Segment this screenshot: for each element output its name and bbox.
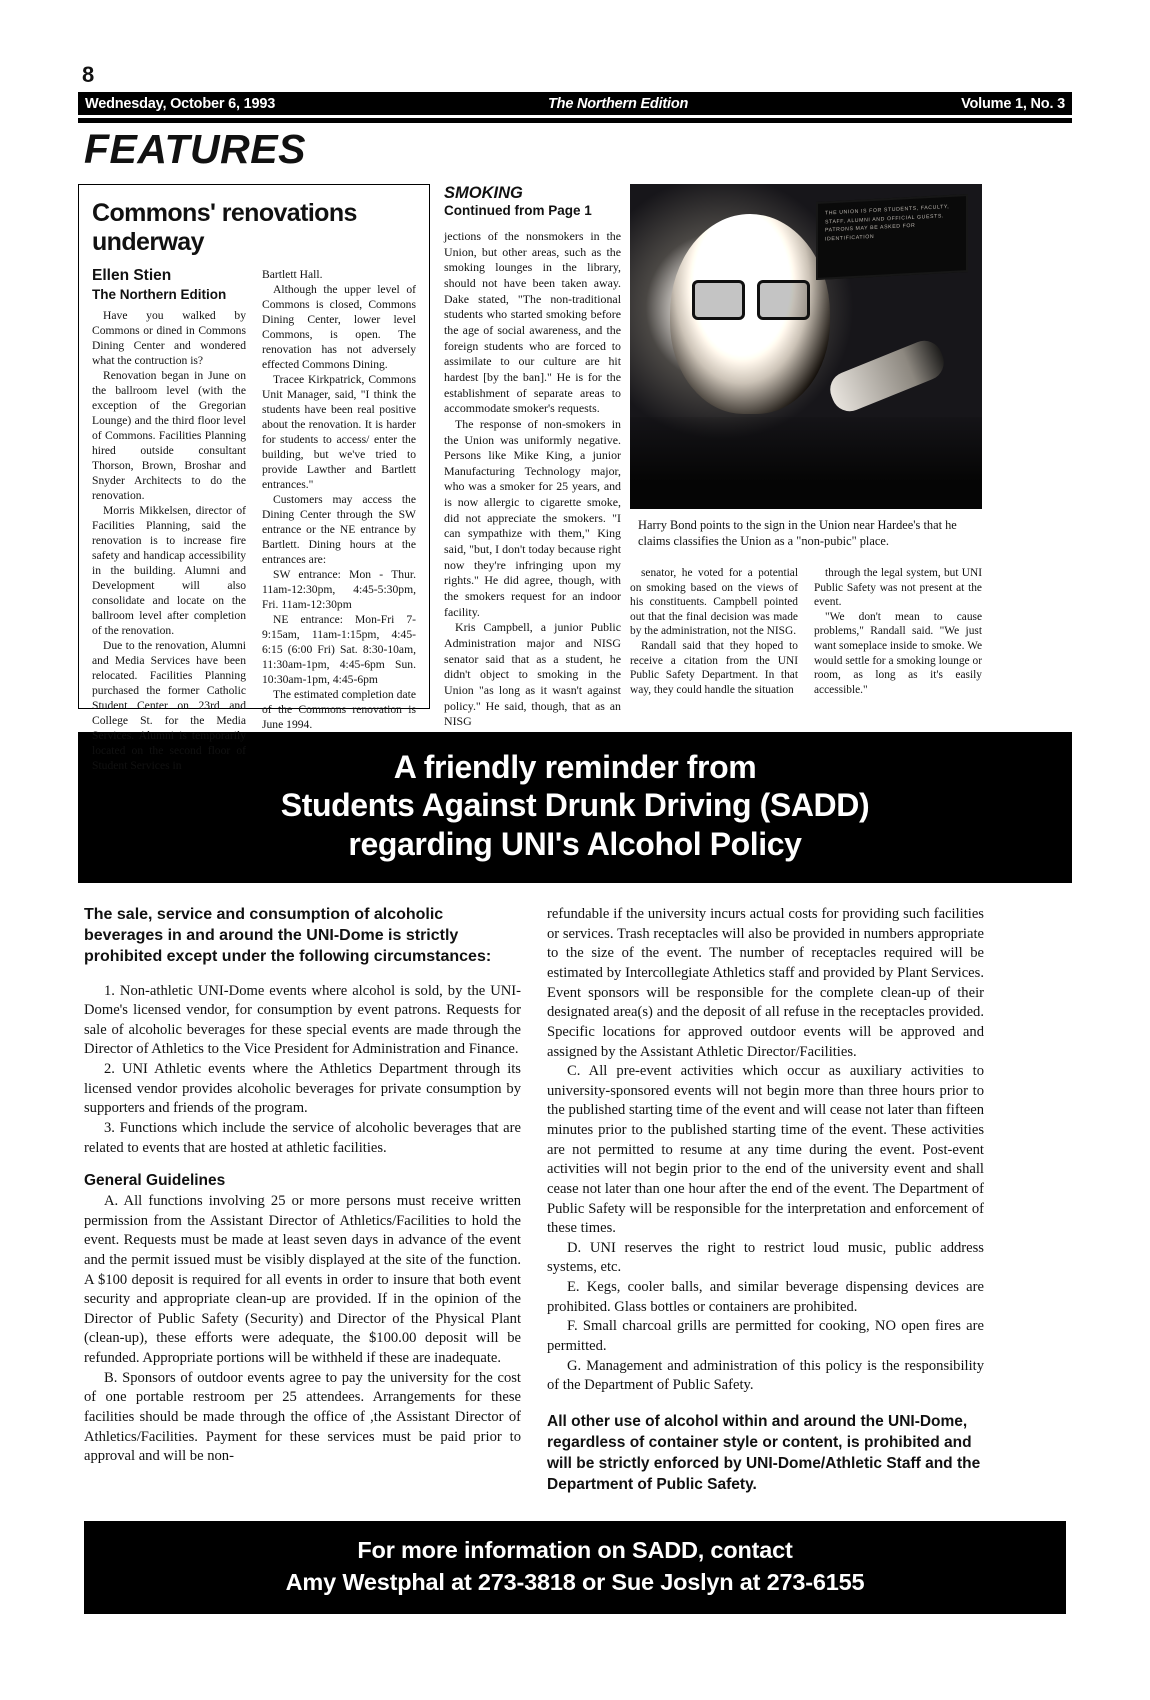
paragraph: Tracee Kirkpatrick, Commons Unit Manager, said, "I think the students have been real positive about the renovation. It is harder for students to access/ enter the building, but we've tried to provide Lawther and Bartlett entrances." [262, 373, 416, 491]
smoking-jump-headline: SMOKING [444, 184, 523, 202]
commons-author-publication: The Northern Edition [92, 286, 227, 302]
page-number: 8 [82, 62, 94, 87]
masthead-publication: The Northern Edition [548, 95, 689, 112]
paragraph: The estimated completion date of the Commons renovation is June 1994. [262, 688, 416, 731]
paragraph: 1. Non-athletic UNI-Dome events where alcohol is sold, by the UNI-Dome's licensed vendor, for consumption by event patrons. Requests for sale of alcoholic beverages for these special events are made through the Director of Athletics to the Vice President for Administration and Finance. [84, 982, 521, 1058]
paragraph: B. Sponsors of outdoor events agree to pay the university for the cost of one portable restroom per 25 attendees. Arrangements for these facilities should be made through the office of ,the Assistant Director of Athletics/Facilities. Payment for these services must be paid prior to approval and will be non- [84, 1369, 521, 1465]
paragraph: A. All functions involving 25 or more persons must receive written permission from the Assistant Director of Athletics/Facilities to hold the event. Requests must be made at least seven days in advance of the event and the permit issued must be visibly displayed at the site of the function. A $100 deposit is required for all events in order to insure that both event security and appropriate clean-up are provided. If in the opinion of the Director of Public Safety (Security) and Director of the Physical Plant (clean-up), these efforts were adequate, the $100.00 deposit will be refunded. Appropriate portions will be withheld if these are inadequate. [84, 1193, 521, 1367]
commons-headline: Commons' renovations underway [92, 199, 357, 256]
paragraph: SW entrance: Mon - Thur. 11am-12:30pm, 4:45-5:30pm, Fri. 11am-12:30pm [262, 568, 416, 611]
paragraph: Customers may access the Dining Center through the SW entrance or the NE entrance by Bartlett. Dining hours at the entrances are: [262, 493, 416, 566]
paragraph: Morris Mikkelsen, director of Facilities Planning, said the renovation is to increase fire safety and handicap accessibility in the building. Alumni and Development will also consolidate and locate on the ballroom level after completion of the renovation. [92, 504, 246, 638]
paragraph: D. UNI reserves the right to restrict loud music, public address systems, etc. [547, 1239, 984, 1276]
paragraph: 2. UNI Athletic events where the Athletics Department through its licensed vendor provides alcoholic beverages for private consumption by supporters and friends of the program. [84, 1061, 521, 1117]
commons-author: Ellen Stien [92, 267, 172, 284]
paragraph: Due to the renovation, Alumni and Media Services have been relocated. Facilities Planning purchased the former Catholic Student Center on 23rd and College St. for the Media Services. Alumni is temporarily located on the second floor of Student Services in [92, 639, 246, 773]
smoking-column-3 [814, 566, 982, 697]
masthead-date: Wednesday, October 6, 1993 [85, 95, 276, 112]
sadd-policy-body [78, 883, 1072, 1495]
smoking-continued-from: Continued from Page 1 [444, 202, 592, 218]
commons-column-2 [262, 267, 416, 773]
photo-shadow [630, 417, 982, 509]
paragraph: jections of the nonsmokers in the Union, but other areas, such as the smoking lounges in the library, should not have been taken away. Dake stated, "The non-traditional students who started smoking before the age of social awareness, and the foreign students who are forced to assimilate to our culture are hit hardest [by the ban]." He is for the establishment of separate areas to accommodate smoker's requests. [444, 228, 621, 416]
contact-line-1: For more information on SADD, contact [357, 1537, 793, 1564]
paragraph: Have you walked by Commons or dined in Commons Dining Center and wondered what the contruction is? [92, 309, 246, 368]
sadd-banner-line-1: A friendly reminder from [393, 749, 757, 785]
contact-line-2: Amy Westphal at 273-3818 or Sue Joslyn at 273-6155 [285, 1568, 865, 1595]
sadd-lead-statement: The sale, service and consumption of alcoholic beverages in and around the UNI-Dome is strictly prohibited except under the following circumstances: [84, 906, 492, 965]
paragraph: The response of non-smokers in the Union was uniformly negative. Persons like Mike King, a junior Manufacturing Technology major, who was a smoker for 25 years, and is now allergic to cigarette smoke, did not appreciate the smokers. "I can sympathize with them," King said, "but, I don't today because right now they're infringing upon my rights." He did agree, though, with the smokers request for an indoor facility. [444, 416, 621, 619]
smoking-column-1 [444, 229, 621, 730]
paragraph: refundable if the university incurs actual costs for providing such facilities or services. Trash receptacles will also be provided in numbers appropriate to the size of the event. The number of receptacles required will be estimated by Intercollegiate Athletics staff and provided by Plant Services. Event sponsors will be responsible for the complete clean-up of their designated area(s) and the deposit of all refuse in the receptacles provided. Specific locations for approved outdoor events will be approved and assigned by the Assistant Athletic Director/Facilities. [547, 906, 984, 1060]
commons-column-1 [92, 267, 246, 773]
paragraph: NE entrance: Mon-Fri 7-9:15am, 11am-1:15pm, 4:45-6:15 (6:00 Fri) Sat. 8:30-10am, 11:30am-1pm, 4:45-6pm Sun. 10:30am-1pm, 4:45-6pm [262, 613, 416, 686]
paragraph: G. Management and administration of this policy is the responsibility of the Department of Public Safety. [547, 1357, 984, 1394]
commons-article [78, 184, 430, 773]
paragraph: Bartlett Hall. [262, 268, 323, 281]
paragraph: Kris Campbell, a junior Public Administration major and NISG senator said that as a student, he didn't object to smoking in the Union "as long as it wasn't against policy." He said, though, that as an NISG [444, 620, 621, 729]
paragraph: senator, he voted for a potential on smoking based on the views of his constituents. Campbell pointed out that the final decision was made by the administration, not the NISG. [630, 567, 798, 638]
smoking-bottom-columns [630, 566, 982, 697]
sadd-policy-column-left [84, 905, 521, 1495]
paragraph: Although the upper level of Commons is closed, Commons Dining Center, lower level Commons, is open. The renovation has not adversely effected Commons Dining. [262, 283, 416, 371]
sadd-closing-statement: All other use of alcohol within and around the UNI-Dome, regardless of container style or content, is prohibited and will be strictly enforced by UNI-Dome/Athletic Staff and the Department of Public Safety. [547, 1412, 981, 1493]
masthead-volume: Volume 1, No. 3 [961, 95, 1065, 112]
paragraph: Randall said that they hoped to receive a citation from the UNI Public Safety Department. In that way, they could handle the situation [630, 639, 798, 696]
paragraph: C. All pre-event activities which occur as auxiliary activities to university-sponsored events will not begin more than three hours prior to the published starting time of the event and will cease not later than fifteen minutes prior to the published starting time of the event. These activities are not permitted to resume at any time during the event. Post-event activities will not begin prior to the end of the university event and shall cease not later than one hour after the end of the event. The Department of Public Safety will be responsible for the interpretation and enforcement of these times. [547, 1063, 984, 1237]
paragraph: "We don't mean to cause problems," Randall said. "We just want someplace inside to smoke. We would settle for a smoking lounge or room, as long as it's easily accessible." [814, 610, 982, 696]
smoking-article [444, 184, 621, 730]
sadd-contact-banner [84, 1521, 1066, 1613]
masthead-bar [78, 92, 1072, 115]
smoking-photograph [630, 184, 982, 509]
paragraph: F. Small charcoal grills are permitted for cooking, NO open fires are permitted. [547, 1318, 984, 1354]
union-sign: THE UNION IS FOR STUDENTS, FACULTY, STAFF, ALUMNI AND OFFICIAL GUESTS. PATRONS MAY BE ASKED FOR IDENTIFICATION [816, 194, 968, 280]
paragraph: through the legal system, but UNI Public Safety was not present at the event. [814, 567, 982, 609]
sadd-banner-line-2: Students Against Drunk Driving (SADD) [280, 787, 870, 824]
paragraph: Renovation began in June on the ballroom level (with the exception of the Gregorian Lounge) and the third floor level of Commons. Facilities Planning hired outside consultant Thorson, Brown, Broshar and Snyder Architects to do the renovation. [92, 369, 246, 503]
paragraph: 3. Functions which include the service of alcoholic beverages that are related to events that are hosted at athletic facilities. [84, 1119, 521, 1156]
smoking-column-2 [630, 566, 798, 697]
sadd-policy-column-right [547, 905, 984, 1495]
sadd-banner-line-3: regarding UNI's Alcohol Policy [348, 825, 802, 862]
paragraph: E. Kegs, cooler balls, and similar beverage dispensing devices are prohibited. Glass bottles or containers are prohibited. [547, 1279, 984, 1315]
photo-subject-glasses [692, 280, 810, 314]
section-title: FEATURES [84, 126, 306, 172]
photo-subject-arm [825, 335, 949, 416]
photo-caption: Harry Bond points to the sign in the Union near Hardee's that he claims classifies the Union as a "non-pubic" place. [638, 518, 957, 549]
general-guidelines-heading: General Guidelines [84, 1172, 226, 1190]
